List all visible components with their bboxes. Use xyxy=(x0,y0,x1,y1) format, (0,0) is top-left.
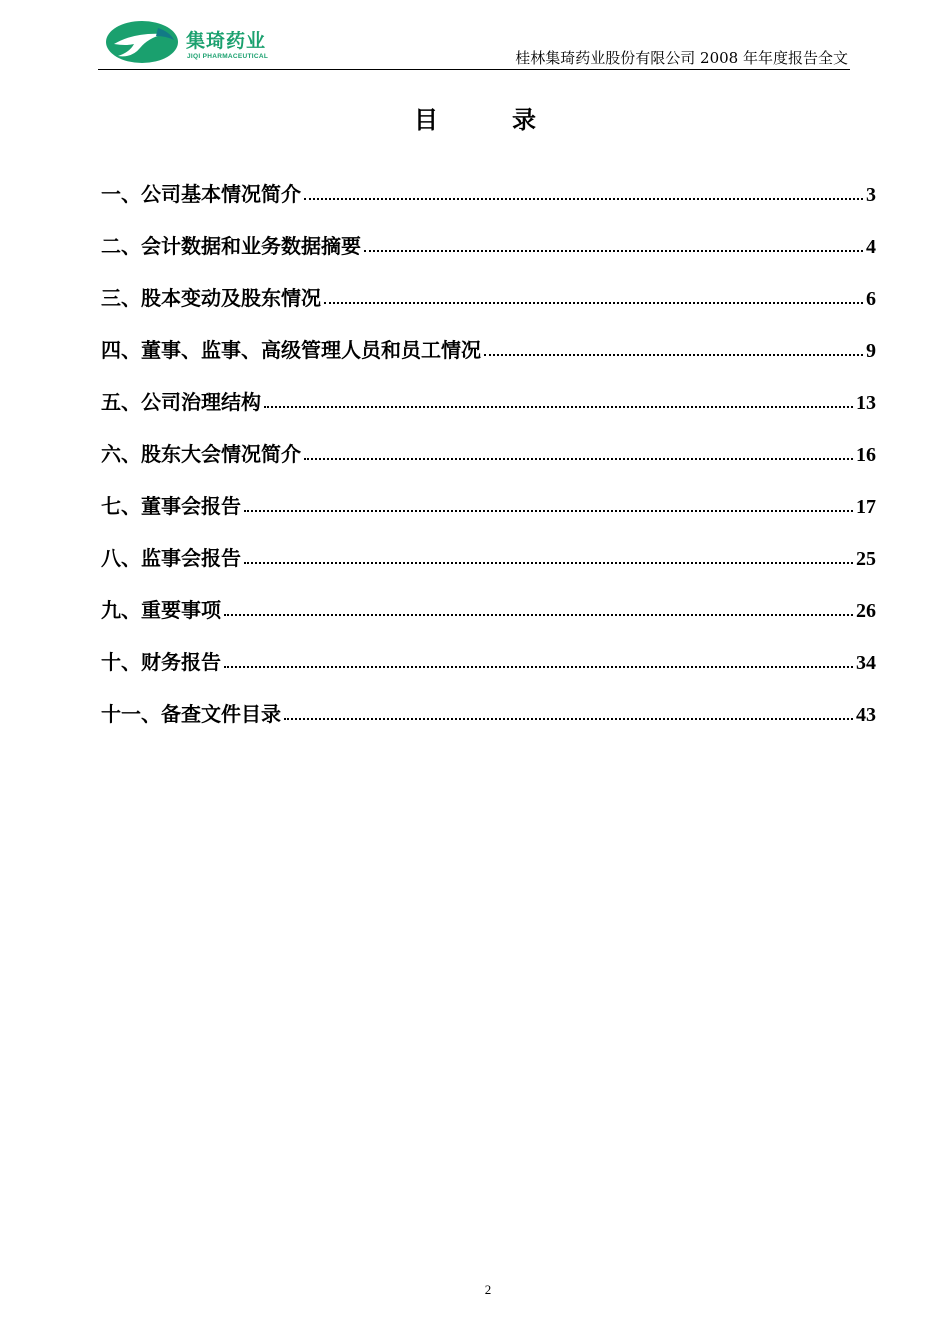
toc-entry-label: 四、董事、监事、高级管理人员和员工情况 xyxy=(101,338,481,362)
header-divider xyxy=(98,69,850,70)
toc-entry-page: 16 xyxy=(856,444,876,466)
toc-entry-2[interactable] xyxy=(101,230,876,282)
toc-entry-label: 九、重要事项 xyxy=(101,598,221,622)
toc-entry-page: 4 xyxy=(866,236,876,258)
toc-entry-page: 17 xyxy=(856,496,876,518)
toc-leader-dots xyxy=(284,718,853,720)
toc-leader-dots xyxy=(224,666,853,668)
toc-entry-page: 25 xyxy=(856,548,876,570)
toc-entry-page: 26 xyxy=(856,600,876,622)
toc-entry-7[interactable] xyxy=(101,490,876,542)
table-of-contents xyxy=(101,178,876,750)
toc-entry-label: 十一、备查文件目录 xyxy=(101,702,281,726)
toc-entry-label: 十、财务报告 xyxy=(101,650,221,674)
toc-entry-label: 七、董事会报告 xyxy=(101,494,241,518)
toc-entry-10[interactable] xyxy=(101,646,876,698)
toc-entry-5[interactable] xyxy=(101,386,876,438)
toc-leader-dots xyxy=(224,614,853,616)
toc-leader-dots xyxy=(244,510,853,512)
toc-entry-page: 43 xyxy=(856,704,876,726)
company-logo xyxy=(104,16,284,68)
toc-entry-label: 二、会计数据和业务数据摘要 xyxy=(101,234,361,258)
toc-entry-3[interactable] xyxy=(101,282,876,334)
toc-entry-4[interactable] xyxy=(101,334,876,386)
toc-leader-dots xyxy=(244,562,853,564)
toc-entry-label: 六、股东大会情况简介 xyxy=(101,442,301,466)
toc-heading-left: 目 xyxy=(414,105,438,134)
report-title: 桂林集琦药业股份有限公司 2008 年年度报告全文 xyxy=(515,49,848,67)
toc-entry-page: 13 xyxy=(856,392,876,414)
toc-entry-page: 3 xyxy=(866,184,876,206)
toc-leader-dots xyxy=(264,406,853,408)
toc-entry-11[interactable] xyxy=(101,698,876,750)
toc-entry-label: 一、公司基本情况简介 xyxy=(101,182,301,206)
toc-entry-8[interactable] xyxy=(101,542,876,594)
logo-name-en: JIQI PHARMACEUTICAL xyxy=(187,53,269,60)
toc-heading-right: 录 xyxy=(512,105,536,134)
page-header xyxy=(98,12,850,70)
toc-leader-dots xyxy=(484,354,863,356)
toc-entry-label: 三、股本变动及股东情况 xyxy=(101,286,321,310)
toc-entry-9[interactable] xyxy=(101,594,876,646)
toc-heading xyxy=(0,100,950,135)
toc-entry-label: 八、监事会报告 xyxy=(101,546,241,570)
toc-entry-1[interactable] xyxy=(101,178,876,230)
toc-leader-dots xyxy=(304,458,853,460)
toc-entry-page: 34 xyxy=(856,652,876,674)
logo-name-cn: 集琦药业 xyxy=(186,30,267,52)
toc-leader-dots xyxy=(324,302,863,304)
logo-emblem-icon xyxy=(104,18,182,68)
toc-leader-dots xyxy=(364,250,863,252)
toc-entry-label: 五、公司治理结构 xyxy=(101,390,261,414)
toc-leader-dots xyxy=(304,198,863,200)
toc-entry-page: 9 xyxy=(866,340,876,362)
toc-entry-page: 6 xyxy=(866,288,876,310)
page-number: 2 xyxy=(484,1282,492,1297)
toc-entry-6[interactable] xyxy=(101,438,876,490)
